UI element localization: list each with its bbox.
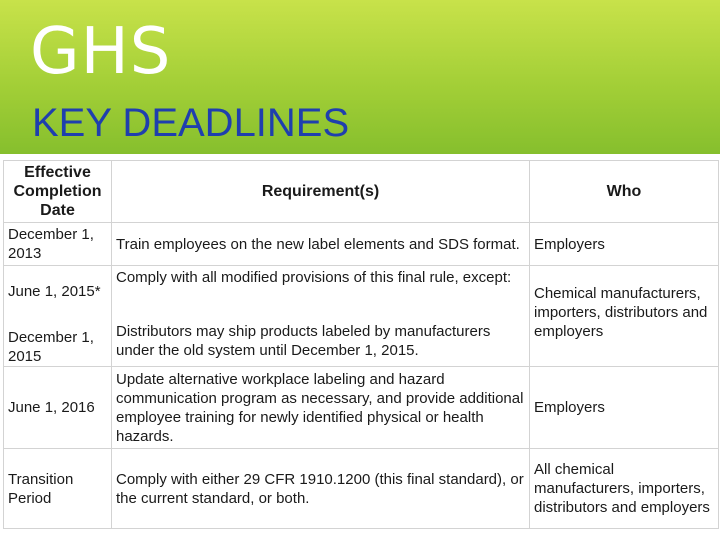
slide-title: GHS bbox=[30, 15, 172, 89]
header-date-line1: Effective bbox=[24, 164, 91, 181]
row-who: All chemical manufacturers, importers, distributors and employers bbox=[530, 449, 719, 529]
row-requirement-b: Distributors may ship products labeled by manufacturers under the old system until December 1, 2015. bbox=[116, 323, 491, 359]
row-requirement: Update alternative workplace labeling and hazard communication program as necessary, and provide additional employee training for newly identified physical or health hazards. bbox=[112, 367, 530, 449]
row-date: June 1, 2016 bbox=[4, 367, 112, 449]
row-requirement-a: Comply with all modified provisions of this final rule, except: bbox=[116, 269, 512, 286]
table-header-row bbox=[4, 161, 719, 223]
row-requirement: Comply with either 29 CFR 1910.1200 (this final standard), or the current standard, or both. bbox=[112, 449, 530, 529]
table-row bbox=[4, 367, 719, 449]
row-date: December 1, 2013 bbox=[4, 223, 112, 266]
row-who: Employers bbox=[530, 367, 719, 449]
slide-header bbox=[0, 0, 720, 154]
row-who: Chemical manufacturers, importers, distributors and employers bbox=[530, 266, 719, 367]
table-row bbox=[4, 223, 719, 266]
row-date-cell bbox=[4, 266, 112, 367]
row-date-b: December 1, 2015 bbox=[8, 329, 94, 365]
header-who: Who bbox=[530, 161, 719, 223]
table-row bbox=[4, 266, 719, 367]
row-date: Transition Period bbox=[4, 449, 112, 529]
deadlines-table bbox=[3, 160, 719, 529]
header-date-line2: Completion Date bbox=[13, 183, 102, 219]
slide-subtitle: KEY DEADLINES bbox=[32, 101, 350, 145]
header-date bbox=[4, 161, 112, 223]
header-requirement: Requirement(s) bbox=[112, 161, 530, 223]
deadlines-table-area bbox=[0, 154, 720, 540]
row-date-a: June 1, 2015* bbox=[8, 283, 101, 300]
row-requirement-cell bbox=[112, 266, 530, 367]
row-who: Employers bbox=[530, 223, 719, 266]
table-row bbox=[4, 449, 719, 529]
row-requirement: Train employees on the new label elements and SDS format. bbox=[112, 223, 530, 266]
